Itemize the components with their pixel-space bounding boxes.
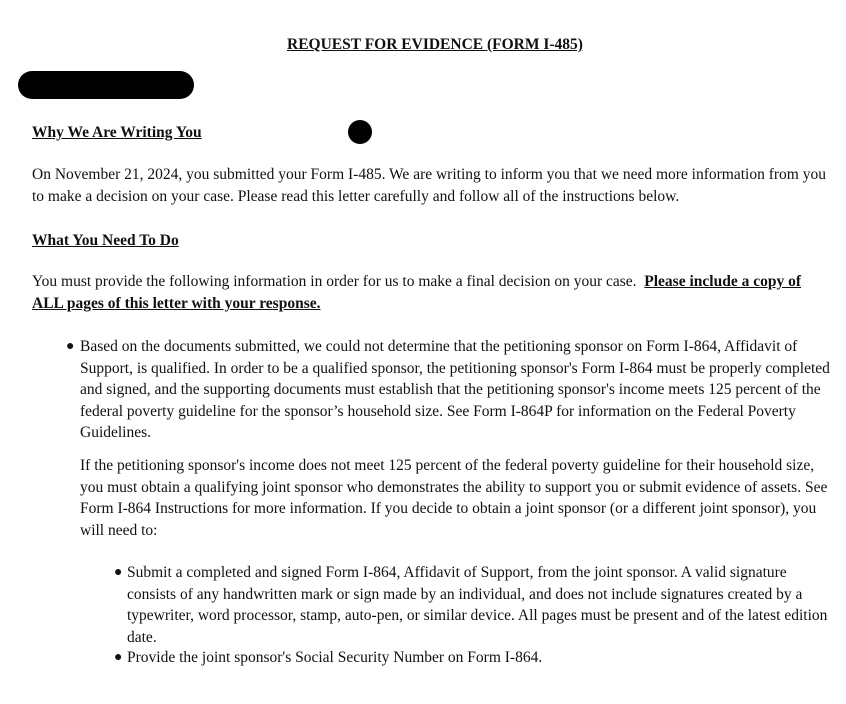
sub-bullet-text: Provide the joint sponsor's Social Security Number on Form I-864. — [127, 649, 543, 666]
sub-bullet-text: Submit a completed and signed Form I-864, Affidavit of Support, from the joint sponsor. A valid signature consists of any handwritten mark or sign made by an individual, and does not include signatures created by a typewriter, word processor, stamp, auto-pen, or similar device. All pages must be present and of the latest edition date. — [127, 564, 828, 646]
intro-emphasis: Please include a copy of ALL pages of this letter with your response. — [32, 273, 801, 312]
section-heading-why: Why We Are Writing You — [32, 124, 202, 141]
list-item — [66, 336, 836, 444]
list-item — [114, 647, 839, 669]
bullet-icon: ● — [114, 565, 123, 580]
bullet-followup: If the petitioning sponsor's income does not meet 125 percent of the federal poverty guideline for their household size, you must obtain a qualifying joint sponsor who demonstrates the ability to support you or submit evidence of assets. See Form I-864 Instructions for more information. If you decide to obtain a joint sponsor (or a different joint sponsor), you will need to: — [80, 457, 828, 539]
bullet-text: Based on the documents submitted, we could not determine that the petitioning sponsor on Form I-864, Affidavit of Support, is qualified. In order to be a qualified sponsor, the petitioning sponsor's Form I-864 must be properly completed and signed, and the supporting documents must establish that the petitioning sponsor's income meets 125 percent of the federal poverty guideline for the sponsor’s household size. See Form I-864P for information on the Federal Poverty Guidelines. — [80, 338, 830, 441]
list-item — [114, 562, 839, 648]
section-intro-what — [32, 271, 822, 314]
section-heading-what: What You Need To Do — [32, 232, 179, 249]
bullet-icon: ● — [66, 339, 75, 354]
section-body-why: On November 21, 2024, you submitted your Form I-485. We are writing to inform you that we need more information from you to make a decision on your case. Please read this letter carefully and follow all of the instructions below. — [32, 166, 826, 205]
letter-title: REQUEST FOR EVIDENCE (FORM I-485) — [287, 36, 583, 53]
redaction-dot — [348, 120, 372, 144]
intro-text: You must provide the following information in order for us to make a final decision on your case. — [32, 273, 637, 290]
redaction-mark — [18, 71, 194, 99]
bullet-icon: ● — [114, 650, 123, 665]
